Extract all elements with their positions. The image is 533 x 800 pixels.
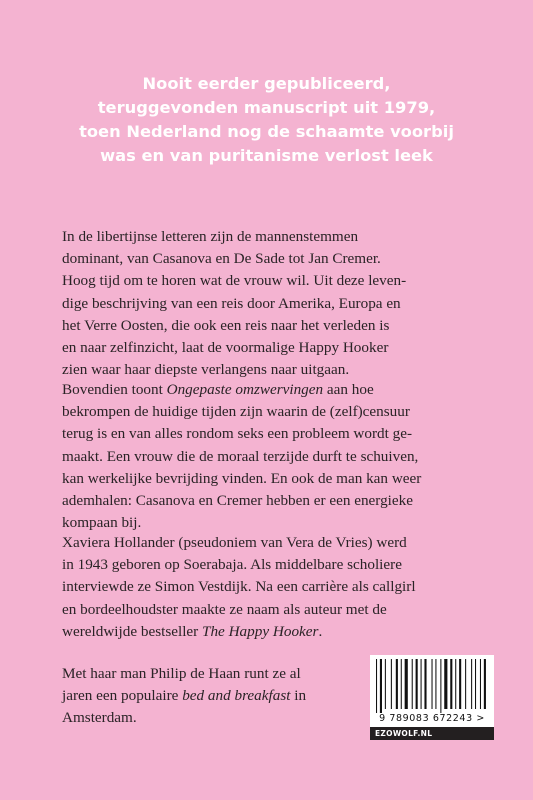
text-segment: aan hoe <box>323 381 374 398</box>
text-line: kompaan bij. <box>62 514 142 532</box>
barcode-bar <box>412 659 413 709</box>
barcode-bar <box>471 659 472 709</box>
barcode-bar <box>475 659 476 709</box>
headline-line: teruggevonden manuscript uit 1979, <box>97 98 436 117</box>
headline-line: toen Nederland nog de schaamte voorbij <box>79 122 454 141</box>
paragraph-context <box>62 379 502 534</box>
text-segment: wereldwijde bestseller <box>62 622 203 640</box>
text-line: ademhalen: Casanova en Cremer hebben er een energieke <box>62 492 413 510</box>
text-line: maakt. Een vrouw die de moraal terzijde durft te schuiven, <box>62 447 419 465</box>
barcode-bar <box>465 659 466 709</box>
text-line: en naar zelfinzicht, laat de voormalige Happy Hooker <box>62 339 389 357</box>
text-line: kan werkelijke bevrijding vinden. En ook de man kan weer <box>62 469 422 487</box>
text-segment: . <box>318 622 323 640</box>
text-line: Met haar man Philip de Haan runt ze al <box>62 665 301 682</box>
text-line: dige beschrijving van een reis door Amerika, Europa en <box>62 294 401 312</box>
italic-phrase: bed and breakfast <box>182 687 291 705</box>
isbn-barcode <box>370 655 494 737</box>
text-segment: jaren een populaire <box>62 687 183 705</box>
paragraph-author-now <box>62 663 352 730</box>
text-line <box>62 621 502 643</box>
text-segment: Bovendien toont <box>62 381 167 398</box>
barcode-bar <box>444 659 447 709</box>
text-line: dominant, van Casanova en De Sade tot Jan Cremer. <box>62 250 381 268</box>
barcode-bar <box>401 659 402 709</box>
text-line <box>62 379 502 401</box>
text-line: terug is en van alles rondom seks een probleem wordt ge- <box>62 425 413 443</box>
headline-line: was en van puritanisme verlost leek <box>100 146 433 165</box>
barcode-bar <box>459 659 461 709</box>
barcode-bar <box>440 659 441 713</box>
barcode-bar <box>435 659 436 709</box>
text-line: Hoog tijd om te horen wat de vrouw wil. Uit deze leven- <box>62 272 407 290</box>
barcode-bar <box>396 659 398 709</box>
book-title-italic: The Happy Hooker <box>202 622 319 640</box>
barcode-bar <box>391 659 392 709</box>
barcode-bar <box>484 659 486 709</box>
text-line: Amsterdam. <box>62 709 137 727</box>
barcode-bar <box>385 659 386 709</box>
publisher-label: EZOWOLF.NL <box>370 727 494 740</box>
text-line: in 1943 geboren op Soerabaja. Als middelbare scholiere <box>62 556 402 574</box>
headline-line: Nooit eerder gepubliceerd, <box>142 74 391 93</box>
text-line: het Verre Oosten, die ook een reis naar het verleden is <box>62 316 390 334</box>
barcode-bar <box>450 659 452 709</box>
text-segment: in <box>290 687 307 705</box>
barcode-bar <box>455 659 456 709</box>
text-line: Xaviera Hollander (pseudoniem van Vera de Vries) werd <box>62 534 407 551</box>
barcode-bar <box>405 659 408 709</box>
barcode-bar <box>480 659 481 709</box>
text-line: zien waar haar diepste verlangens naar uitgaan. <box>62 361 350 379</box>
paragraph-intro <box>62 226 502 381</box>
barcode-bars <box>370 655 494 715</box>
text-line <box>62 685 352 707</box>
barcode-bar <box>421 659 422 709</box>
text-line: bekrompen de huidige tijden zijn waarin de (zelf)censuur <box>62 403 410 421</box>
barcode-bar <box>424 659 426 709</box>
text-line: In de libertijnse letteren zijn de mannenstemmen <box>62 228 359 245</box>
book-title-italic: Ongepaste omzwervingen <box>166 381 324 398</box>
text-line: en bordeelhoudster maakte ze naam als auteur met de <box>62 600 387 618</box>
headline <box>40 72 493 168</box>
isbn-number: 9 789083 672243 > <box>379 713 485 724</box>
barcode-bar <box>376 659 377 713</box>
paragraph-author-bio <box>62 532 502 643</box>
barcode-bar <box>416 659 418 709</box>
text-line: interviewde ze Simon Vestdijk. Na een carrière als callgirl <box>62 578 416 596</box>
barcode-bar <box>432 659 433 709</box>
barcode-bar <box>380 659 382 713</box>
